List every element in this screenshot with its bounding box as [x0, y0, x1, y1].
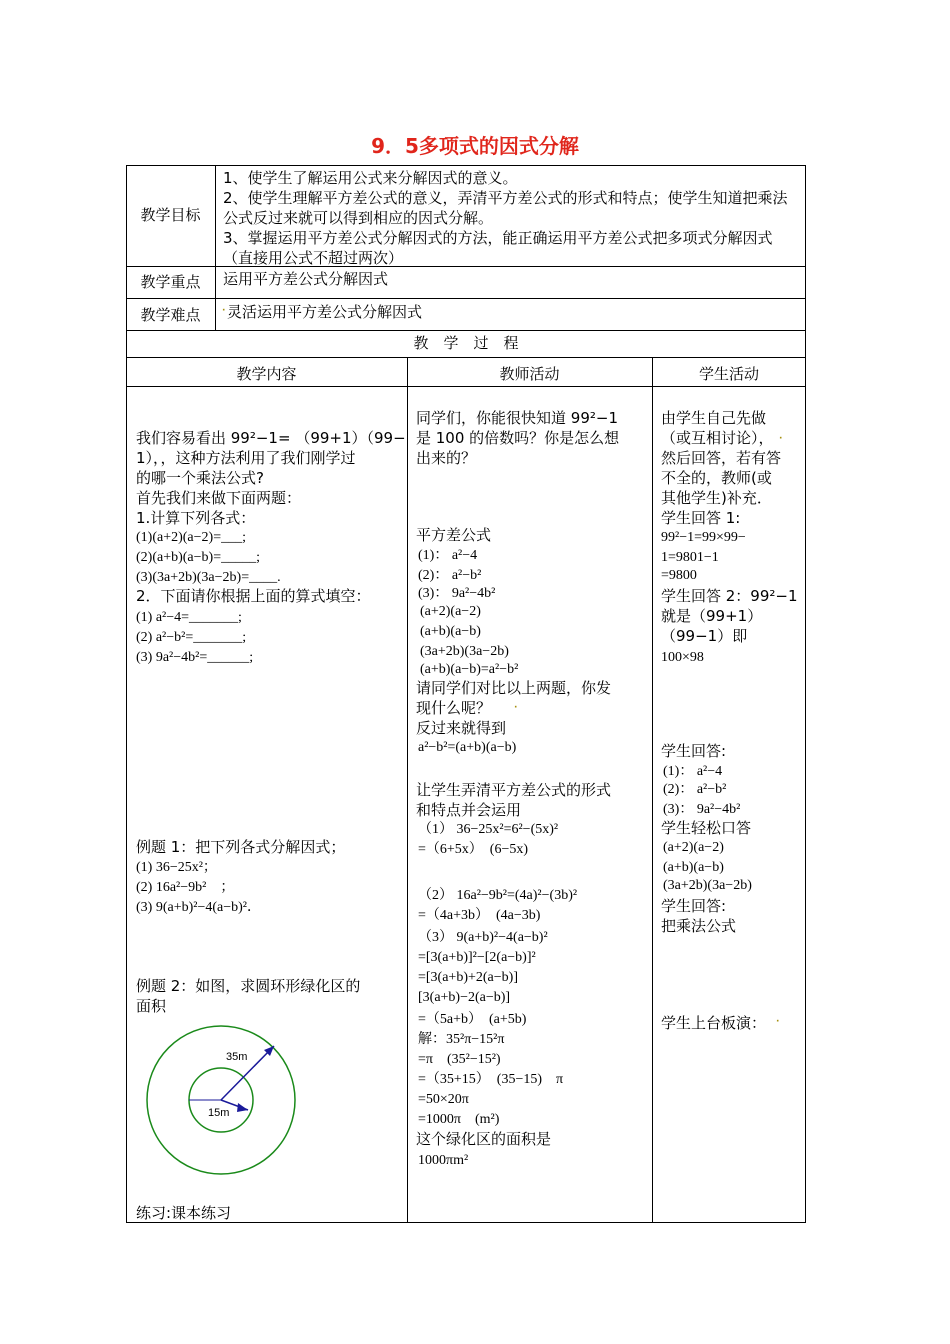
teacher-math: (a+b)(a−b): [420, 624, 481, 639]
content-line: 首先我们来做下面两题：: [136, 489, 302, 507]
key-point-label: 教学重点: [140, 273, 201, 291]
exercise-line: 练习:课本练习: [136, 1204, 232, 1222]
student-math: (2)： a²−b²: [663, 782, 727, 797]
teacher-math: 1000πm²: [418, 1153, 469, 1168]
student-math: 100×98: [661, 650, 704, 665]
teacher-math: (a+2)(a−2): [420, 604, 481, 619]
teacher-math: (3a+2b)(3a−2b): [420, 644, 509, 659]
content-math: (1) 36−25x²；: [136, 860, 217, 875]
col-header-teacher: 教师活动: [499, 365, 560, 383]
scan-dot: ·: [514, 703, 518, 713]
teacher-line: 是 100 的倍数吗？你是怎么想: [416, 429, 620, 447]
student-math: 99²−1=99×99−: [661, 530, 746, 545]
teacher-math: 解：35²π−15²π: [418, 1032, 505, 1047]
student-line: 其他学生)补充．: [661, 489, 772, 507]
content-line: 2．下面请你根据上面的算式填空：: [136, 587, 371, 605]
teacher-line: 现什么呢？: [416, 699, 492, 717]
student-line: 就是（99+1）: [661, 607, 763, 625]
teacher-line: 和特点并会运用: [416, 801, 522, 819]
col-divider: [407, 357, 408, 1223]
difficult-point-label: 教学难点: [140, 306, 201, 324]
teacher-math: =（35+15） (35−15) π: [418, 1072, 564, 1087]
teacher-line: 请同学们对比以上两题，你发: [416, 679, 612, 697]
difficult-point-text: 灵活运用平方差公式分解因式: [227, 303, 423, 321]
scan-dot: ·: [222, 306, 226, 316]
student-line: 学生上台板演：: [661, 1014, 767, 1032]
objective-2: 2、使学生理解平方差公式的意义，弄清平方差公式的形式和特点；使学生知道把乘法公式反过来就可以得到相应的因式分解。: [223, 189, 788, 227]
student-math: (1)： a²−4: [663, 764, 723, 779]
example-2-title: 面积: [136, 997, 167, 1015]
teacher-line: 出来的？: [416, 449, 477, 467]
student-line: 然后回答，若有答: [661, 449, 782, 467]
content-math: (3) 9a²−4b²=______;: [136, 650, 254, 665]
teacher-line: 这个绿化区的面积是: [416, 1130, 552, 1148]
teacher-math: =[3(a+b)]²−[2(a−b)]²: [418, 950, 536, 965]
example-1-title: 例题 1：把下列各式分解因式；: [136, 838, 346, 856]
page-title: 9．5多项式的因式分解: [371, 134, 579, 158]
teacher-math: (2)： a²−b²: [418, 568, 482, 583]
content-line: 的哪一个乘法公式?: [136, 469, 264, 487]
student-line: 把乘法公式: [661, 917, 737, 935]
content-math: (2) 16a²−9b² ；: [136, 880, 235, 895]
teacher-line: 让学生弄清平方差公式的形式: [416, 781, 612, 799]
teacher-math: (a+b)(a−b)=a²−b²: [420, 662, 519, 677]
scan-dot: ·: [776, 1017, 780, 1027]
teacher-math: [3(a+b)−2(a−b)]: [418, 990, 511, 1005]
student-line: （99−1）即: [661, 627, 748, 645]
row-divider: [126, 357, 806, 358]
col-divider: [652, 357, 653, 1223]
example-2-title: 例题 2：如图，求圆环形绿化区的: [136, 977, 361, 995]
student-line: （或互相讨论），: [661, 429, 774, 447]
student-line: 学生回答 2：99²−1: [661, 587, 798, 605]
teacher-math: (3)： 9a²−4b²: [418, 586, 496, 601]
outer-radius-label: 35m: [226, 1051, 248, 1063]
inner-arrowhead: [237, 1103, 248, 1112]
ring-diagram: [140, 1020, 305, 1180]
col-header-content: 教学内容: [236, 365, 297, 383]
teacher-math: =π (35²−15²): [418, 1052, 501, 1067]
process-heading: 教 学 过 程: [413, 334, 519, 352]
teacher-math: (1)： a²−4: [418, 548, 478, 563]
content-math: (2) a²−b²=_______;: [136, 630, 247, 645]
row-divider: [126, 386, 806, 387]
teacher-math: =（6+5x） (6−5x): [418, 842, 529, 857]
teacher-math: =[3(a+b)+2(a−b)]: [418, 970, 518, 985]
student-math: =9800: [661, 568, 697, 583]
inner-radius-label: 15m: [208, 1107, 230, 1119]
objective-3: 3、掌握运用平方差公式分解因式的方法，能正确运用平方差公式把多项式分解因式（直接用公式不超过两次）: [223, 229, 773, 267]
col-divider: [215, 165, 216, 330]
teacher-math: =1000π (m²): [418, 1112, 500, 1127]
content-line: 1.计算下列各式：: [136, 509, 256, 527]
student-line: 由学生自己先做: [661, 409, 767, 427]
student-math: (3)： 9a²−4b²: [663, 802, 741, 817]
student-math: (3a+2b)(3a−2b): [663, 878, 752, 893]
student-math: (a+b)(a−b): [663, 860, 724, 875]
content-math: (1)(a+2)(a−2)=___;: [136, 530, 246, 545]
scan-dot: ·: [779, 434, 783, 444]
teacher-math: （3） 9(a+b)²−4(a−b)²: [418, 930, 548, 945]
student-math: (a+2)(a−2): [663, 840, 724, 855]
teacher-line: 同学们，你能很快知道 99²−1: [416, 409, 618, 427]
teacher-math: =（5a+b） (a+5b): [418, 1012, 527, 1027]
student-line: 学生回答:: [661, 742, 727, 760]
student-math: 1=9801−1: [661, 550, 719, 565]
row-divider: [126, 298, 806, 299]
teacher-line: 反过来就得到: [416, 719, 507, 737]
student-line: 学生回答:: [661, 897, 727, 915]
row-divider: [126, 330, 806, 331]
teacher-math: =50×20π: [418, 1092, 469, 1107]
content-line: 我们容易看出 99²−1= （99+1）（99−: [136, 429, 406, 447]
teacher-math: =（4a+3b） (4a−3b): [418, 908, 541, 923]
teacher-math: （1） 36−25x²=6²−(5x)²: [418, 822, 559, 837]
student-line: 不全的，教师(或: [661, 469, 772, 487]
content-math: (3)(3a+2b)(3a−2b)=____.: [136, 570, 281, 585]
teacher-line: 平方差公式: [416, 526, 492, 544]
student-line: 学生回答 1:: [661, 509, 741, 527]
content-math: (3) 9(a+b)²−4(a−b)²．: [136, 900, 261, 915]
student-line: 学生轻松口答: [661, 819, 752, 837]
key-point-text: 运用平方差公式分解因式: [223, 270, 389, 288]
col-header-student: 学生活动: [698, 365, 759, 383]
teacher-math: （2） 16a²−9b²=(4a)²−(3b)²: [418, 888, 578, 903]
teacher-math: a²−b²=(a+b)(a−b): [418, 740, 517, 755]
content-line: 1），，这种方法利用了我们刚学过: [136, 449, 356, 467]
content-math: (1) a²−4=_______;: [136, 610, 242, 625]
content-math: (2)(a+b)(a−b)=_____;: [136, 550, 260, 565]
objectives-label: 教学目标: [140, 206, 201, 224]
objective-1: 1、使学生了解运用公式来分解因式的意义。: [223, 169, 518, 187]
